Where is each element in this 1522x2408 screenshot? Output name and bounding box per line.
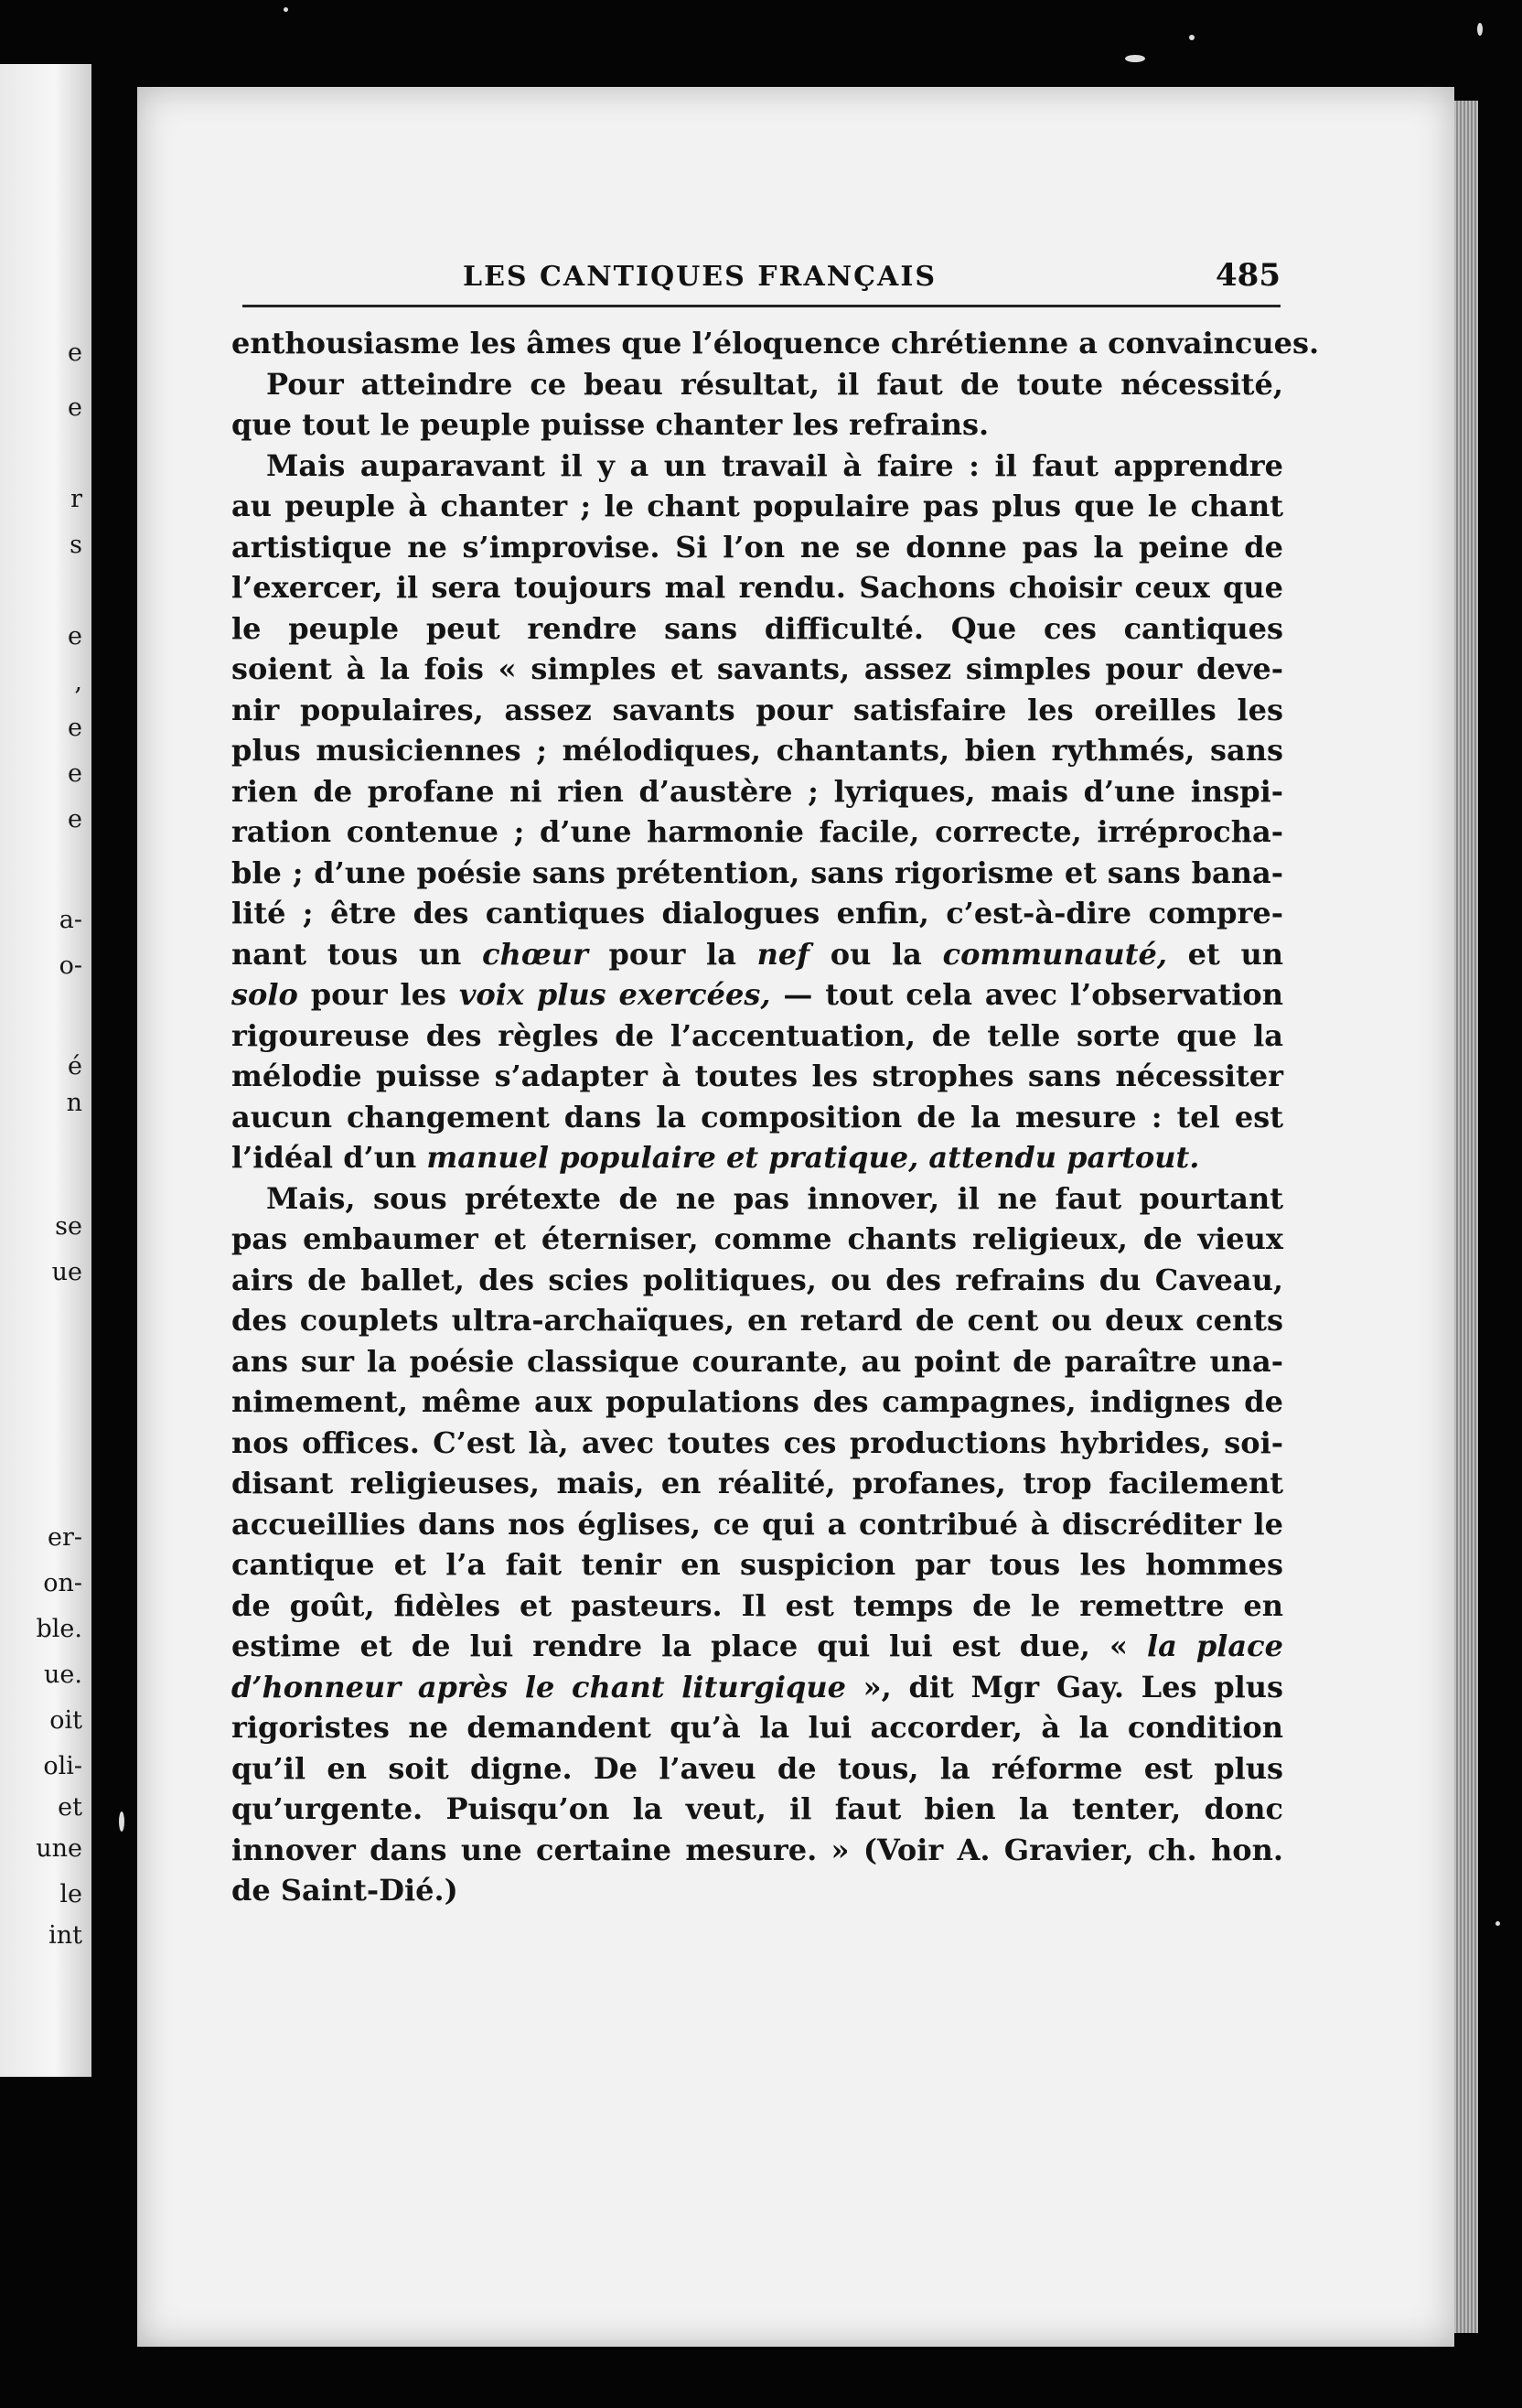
left-page-fragment: o- <box>59 951 82 980</box>
left-page-fragment: r <box>70 485 82 513</box>
text-line <box>231 1870 1283 1911</box>
text-line <box>231 893 1283 934</box>
text-run: l’exercer, il sera toujours mal rendu. Sachons choisir ceux que <box>231 570 1283 605</box>
left-page-fragment: ue. <box>44 1661 82 1689</box>
text-run: aucun changement dans la composition de la mesure : tel est <box>231 1099 1283 1134</box>
text-line <box>231 1178 1283 1220</box>
left-page-fragment: on- <box>43 1569 82 1597</box>
left-page-fragment: , <box>74 668 82 696</box>
running-head <box>242 257 1281 306</box>
film-speck <box>1189 35 1195 40</box>
text-run: pour les <box>297 977 459 1012</box>
text-run: cantique et l’a fait tenir en suspicion par tous les hommes <box>231 1547 1283 1582</box>
left-page-fragment: le <box>59 1880 82 1908</box>
text-line <box>231 1463 1283 1504</box>
left-page-fragment: é <box>68 1052 82 1080</box>
text-run: qu’il en soit digne. De l’aveu de tous, la réforme est plus <box>231 1750 1283 1786</box>
text-run: l’idéal d’un <box>231 1140 427 1175</box>
text-line <box>231 486 1283 527</box>
left-page-fragment: s <box>70 531 82 559</box>
text-line <box>231 527 1283 568</box>
film-speck <box>1125 55 1145 62</box>
text-line <box>231 1789 1283 1830</box>
text-run: rigoureuse des règles de l’accentuation, de telle sorte que la <box>231 1017 1283 1053</box>
text-run: — tout cela avec l’observation <box>770 977 1284 1012</box>
text-line <box>231 934 1283 975</box>
text-line <box>231 446 1283 487</box>
text-run: Pour atteindre ce beau résultat, il faut de toute nécessité, <box>266 366 1283 402</box>
italic-text: voix plus exercées, <box>458 977 771 1012</box>
text-run: artistique ne s’improvise. Si l’on ne se donne pas la peine de <box>231 529 1283 564</box>
text-run: », dit Mgr Gay. Les plus <box>846 1669 1283 1704</box>
text-line <box>231 567 1283 608</box>
text-run: pas embaumer et éterniser, comme chants religieux, de vieux <box>231 1221 1283 1256</box>
text-run: le peuple peut rendre sans difficulté. Que ces cantiques <box>231 610 1283 646</box>
text-run: lité ; être des cantiques dialogues enfin, c’est-à-dire compre- <box>231 896 1283 930</box>
text-run: accueillies dans nos églises, ce qui a contribué à discréditer le <box>231 1506 1283 1542</box>
left-page-fragment: e <box>68 805 82 833</box>
text-run: ble ; d’une poésie sans prétention, sans rigorisme et sans bana- <box>231 855 1283 890</box>
text-line <box>231 1504 1283 1545</box>
italic-text: solo <box>231 977 298 1012</box>
text-run: ans sur la poésie classique courante, au point de paraître una- <box>231 1343 1283 1379</box>
text-run: ou la <box>809 936 943 972</box>
text-run: de Saint-Dié.) <box>231 1873 458 1908</box>
text-line <box>231 1586 1283 1627</box>
left-page-text-fragments <box>0 64 91 2077</box>
text-line <box>231 1341 1283 1382</box>
text-run: de goût, fidèles et pasteurs. Il est temps de le remettre en <box>231 1587 1283 1623</box>
film-speck <box>284 7 288 12</box>
italic-text: la place <box>1146 1629 1284 1663</box>
text-run: enthousiasme les âmes que l’éloquence chrétienne a convaincues. <box>231 326 1320 360</box>
text-run: au peuple à chanter ; le chant populaire pas plus que le chant <box>231 489 1283 523</box>
left-page-fragment: se <box>55 1212 82 1241</box>
text-line <box>231 608 1283 650</box>
text-run: nos offices. C’est là, avec toutes ces productions hybrides, soi- <box>231 1424 1283 1460</box>
text-run: innover dans une certaine mesure. » (Voir A. Gravier, ch. hon. <box>231 1832 1283 1867</box>
text-line <box>231 771 1283 812</box>
text-line <box>231 853 1283 894</box>
text-run: disant religieuses, mais, en réalité, profanes, trop facilement <box>231 1466 1283 1500</box>
book-page <box>137 87 1454 2347</box>
text-line <box>231 690 1283 731</box>
left-page-fragment: e <box>68 622 82 650</box>
left-page-fragment: ble. <box>36 1615 82 1643</box>
text-line <box>231 1137 1283 1178</box>
text-run: nimement, même aux populations des campagnes, indignes de <box>231 1384 1283 1419</box>
left-page-fragment: n <box>66 1089 82 1117</box>
text-run: des couplets ultra-archaïques, en retard de cent ou deux cents <box>231 1303 1283 1338</box>
text-run: plus musiciennes ; mélodiques, chantants, bien rythmés, sans <box>231 733 1283 768</box>
left-facing-page <box>0 64 91 2077</box>
running-head-title: LES CANTIQUES FRANÇAIS <box>462 261 938 293</box>
text-run: Mais auparavant il y a un travail à faire : il faut apprendre <box>266 447 1283 483</box>
italic-text: nef <box>756 936 810 972</box>
text-run: que tout le peuple puisse chanter les refrains. <box>231 407 990 442</box>
film-speck <box>1477 23 1483 36</box>
text-line <box>231 1381 1283 1423</box>
text-line <box>231 1544 1283 1586</box>
left-page-fragment: oli- <box>43 1752 82 1780</box>
left-page-fragment: e <box>68 393 82 422</box>
italic-text: manuel populaire et pratique, attendu partout. <box>426 1140 1200 1175</box>
text-run: nant tous un <box>231 936 483 972</box>
text-run: nir populaires, assez savants pour satisfaire les oreilles les <box>231 692 1283 727</box>
text-run: rigoristes ne demandent qu’à la lui accorder, à la condition <box>231 1710 1283 1745</box>
page-number: 485 <box>1216 257 1281 294</box>
left-page-fragment: a- <box>59 906 82 934</box>
left-page-fragment: int <box>48 1921 82 1950</box>
text-line <box>231 974 1283 1016</box>
text-line <box>231 1219 1283 1260</box>
text-line <box>231 1300 1283 1341</box>
text-line <box>231 1016 1283 1057</box>
body-text <box>231 323 1320 1911</box>
text-line <box>231 323 1320 364</box>
text-line <box>231 1056 1283 1097</box>
text-run: ration contenue ; d’une harmonie facile, correcte, irréprocha- <box>231 814 1283 849</box>
text-run: airs de ballet, des scies politiques, ou des refrains du Caveau, <box>231 1262 1283 1297</box>
text-line <box>231 364 1283 405</box>
left-page-fragment: oit <box>49 1706 82 1735</box>
header-rule <box>242 305 1281 307</box>
text-line <box>231 1423 1283 1464</box>
text-run: mélodie puisse s’adapter à toutes les strophes sans nécessiter <box>231 1059 1283 1093</box>
italic-text: communauté, <box>942 936 1167 972</box>
text-run: qu’urgente. Puisqu’on la veut, il faut bien la tenter, donc <box>231 1791 1283 1826</box>
left-page-fragment: er- <box>47 1523 82 1552</box>
text-run: pour la <box>587 936 757 972</box>
text-run: rien de profane ni rien d’austère ; lyriques, mais d’une inspi- <box>231 773 1283 809</box>
text-run: soient à la fois « simples et savants, assez simples pour deve- <box>231 651 1283 686</box>
text-line <box>231 404 1283 446</box>
text-line <box>231 730 1283 771</box>
page-edge <box>1454 101 1478 2333</box>
film-speck <box>1495 1921 1500 1926</box>
text-line <box>231 812 1283 853</box>
text-line <box>231 1667 1283 1708</box>
text-line <box>231 1830 1283 1871</box>
text-run: et un <box>1166 936 1284 972</box>
text-run: Mais, sous prétexte de ne pas innover, il ne faut pourtant <box>266 1180 1283 1216</box>
text-line <box>231 1626 1283 1667</box>
left-page-fragment: une <box>36 1834 82 1863</box>
left-page-fragment: et <box>58 1793 82 1822</box>
left-page-fragment: e <box>68 759 82 788</box>
text-line <box>231 1260 1283 1301</box>
italic-text: d’honneur après le chant liturgique <box>231 1669 846 1704</box>
text-line <box>231 649 1283 690</box>
italic-text: chœur <box>482 936 588 972</box>
film-speck <box>119 1811 124 1832</box>
left-page-fragment: e <box>68 339 82 367</box>
text-line <box>231 1097 1283 1138</box>
text-line <box>231 1707 1283 1748</box>
left-page-fragment: ue <box>51 1258 82 1286</box>
text-line <box>231 1748 1283 1790</box>
left-page-fragment: e <box>68 714 82 742</box>
text-run: estime et de lui rendre la place qui lui est due, « <box>231 1629 1147 1663</box>
